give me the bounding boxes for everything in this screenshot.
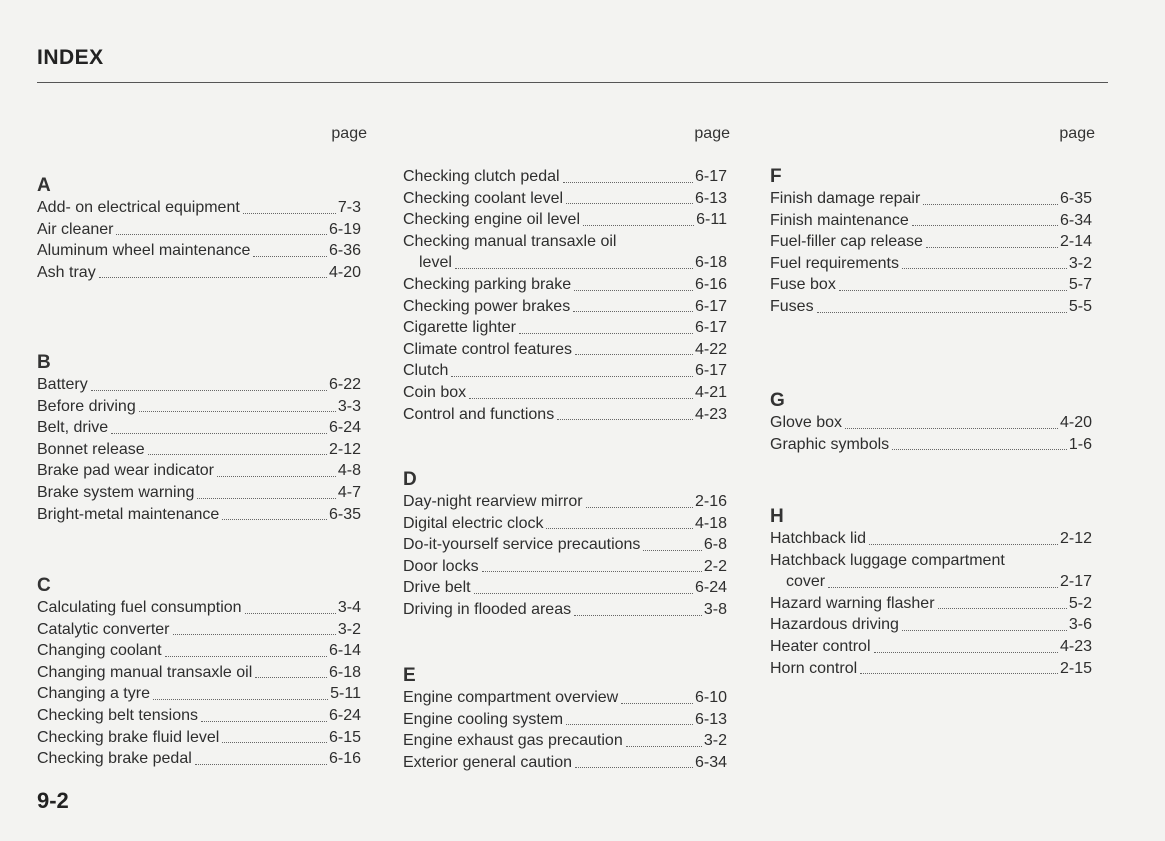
index-entry: [770, 636, 1092, 658]
dot-leader: [839, 290, 1067, 291]
dot-leader: [173, 634, 336, 635]
entry-list: [770, 188, 1092, 318]
dot-leader: [91, 390, 327, 391]
entry-label: Checking parking brake: [403, 275, 572, 293]
entry-page: 4-21: [694, 383, 727, 401]
entry-list: [770, 528, 1092, 679]
entry-label: level: [419, 254, 452, 272]
entry-page: 3-4: [337, 599, 361, 616]
column-2-page-label: page: [694, 125, 730, 142]
entry-label: Graphic symbols: [770, 435, 890, 453]
entry-label: Fuel-filler cap release: [770, 233, 923, 251]
index-entry: [403, 231, 727, 253]
index-entry: [770, 274, 1092, 296]
entry-label: Digital electric clock: [403, 514, 544, 532]
dot-leader: [482, 571, 702, 572]
dot-leader: [563, 182, 693, 183]
entry-page: 6-8: [703, 536, 727, 554]
dot-leader: [201, 721, 327, 722]
index-entry: [37, 417, 361, 439]
dot-leader: [643, 550, 701, 551]
dot-leader: [253, 256, 327, 257]
dot-leader: [243, 213, 336, 214]
entry-label: Belt, drive: [37, 419, 109, 437]
section-g: [770, 390, 1092, 455]
dot-leader: [902, 630, 1067, 631]
dot-leader: [153, 699, 328, 700]
entry-label: Day-night rearview mirror: [403, 493, 583, 510]
entry-page: 4-23: [694, 405, 727, 423]
index-entry: [37, 240, 361, 262]
dot-leader: [519, 333, 693, 334]
section-letter: A: [37, 175, 51, 196]
section-letter: E: [403, 665, 416, 686]
dot-leader: [902, 268, 1067, 269]
entry-label: Fuse box: [770, 276, 836, 294]
entry-label: Changing coolant: [37, 642, 162, 660]
entry-page: 6-19: [328, 220, 361, 238]
entry-list: [403, 166, 727, 425]
index-entry: [403, 599, 727, 621]
section-letter: D: [403, 469, 417, 490]
entry-page: 6-17: [694, 297, 727, 315]
index-entry: [770, 296, 1092, 318]
entry-page: 3-2: [703, 732, 727, 750]
entry-page: 5-11: [330, 685, 361, 703]
index-entry: [403, 556, 727, 578]
dot-leader: [195, 764, 327, 765]
entry-page: 6-13: [694, 710, 727, 728]
entry-list: [403, 491, 727, 621]
entry-page: 6-14: [328, 642, 361, 660]
entry-label: Air cleaner: [37, 220, 114, 238]
section-f: [770, 166, 1092, 318]
index-entry: [403, 339, 727, 361]
section-letter: C: [37, 575, 51, 596]
index-entry: [37, 460, 361, 482]
index-entry: [770, 188, 1092, 210]
entry-label: Calculating fuel consumption: [37, 599, 242, 616]
dot-leader: [139, 411, 336, 412]
index-entry: [403, 730, 727, 752]
entry-label: Aluminum wheel maintenance: [37, 242, 251, 260]
index-entry: [403, 491, 727, 513]
index-entry: [403, 209, 727, 231]
entry-label: Engine compartment overview: [403, 689, 619, 706]
entry-page: 6-24: [328, 419, 361, 437]
section-letter: G: [770, 390, 785, 411]
dot-leader: [574, 615, 702, 616]
dot-leader: [621, 703, 693, 704]
index-entry: [403, 577, 727, 599]
dot-leader: [926, 247, 1058, 248]
index-entry: [403, 296, 727, 318]
entry-page: 5-7: [1068, 276, 1092, 294]
dot-leader: [148, 454, 327, 455]
index-entry: [770, 231, 1092, 253]
entry-page: 2-2: [703, 557, 727, 575]
section-a: [37, 175, 361, 283]
index-entry: [403, 382, 727, 404]
entry-label: Hazardous driving: [770, 616, 899, 634]
index-entry: [37, 705, 361, 727]
index-entry: [37, 262, 361, 284]
dot-leader: [869, 544, 1058, 545]
index-entry: [37, 597, 361, 619]
dot-leader: [217, 476, 336, 477]
dot-leader: [255, 677, 327, 678]
index-entry: [403, 752, 727, 774]
dot-leader: [546, 528, 692, 529]
entry-label: Checking clutch pedal: [403, 168, 560, 185]
entry-page: 5-5: [1068, 297, 1092, 315]
entry-label: Horn control: [770, 659, 858, 677]
entry-page: 6-18: [694, 254, 727, 272]
entry-page: 2-14: [1059, 233, 1092, 251]
dot-leader: [566, 724, 693, 725]
index-entry: [770, 550, 1092, 572]
entry-page: 3-3: [337, 397, 361, 415]
index-entry: [37, 197, 361, 219]
entry-page: 4-22: [694, 340, 727, 358]
entry-label: Cigarette lighter: [403, 319, 516, 337]
entry-label: cover: [786, 573, 826, 591]
entry-label: Before driving: [37, 397, 136, 415]
dot-leader: [455, 268, 693, 269]
section-letter: F: [770, 166, 782, 187]
entry-page: 6-15: [328, 728, 361, 746]
entry-label: Drive belt: [403, 579, 471, 597]
entry-page: 6-34: [1059, 211, 1092, 229]
entry-page: 6-16: [328, 750, 361, 768]
index-entry: [770, 658, 1092, 680]
entry-page: 3-2: [1068, 254, 1092, 272]
entry-label: Checking engine oil level: [403, 211, 580, 229]
entry-page: 2-17: [1059, 573, 1092, 591]
index-entry: [770, 614, 1092, 636]
index-entry: [37, 482, 361, 504]
page-number: 9-2: [37, 788, 69, 813]
entry-label: Checking belt tensions: [37, 706, 198, 724]
index-entry: [403, 274, 727, 296]
dot-leader: [116, 234, 326, 235]
entry-label: Checking coolant level: [403, 189, 564, 207]
dot-leader: [923, 204, 1058, 205]
index-entry: [37, 727, 361, 749]
dot-leader: [860, 673, 1058, 674]
entry-label: Glove box: [770, 414, 843, 431]
index-entry: [37, 619, 361, 641]
entry-page: 6-10: [694, 689, 727, 706]
entry-page: 6-24: [694, 579, 727, 597]
entry-page: 2-12: [1059, 530, 1092, 547]
entry-page: 7-3: [337, 199, 361, 216]
entry-label: Checking power brakes: [403, 297, 571, 315]
entry-label: Checking brake fluid level: [37, 728, 220, 746]
dot-leader: [817, 312, 1067, 313]
section-letter: B: [37, 352, 51, 373]
entry-label: Brake pad wear indicator: [37, 462, 214, 480]
entry-label: Coin box: [403, 383, 467, 401]
index-entry: [403, 360, 727, 382]
column-1-page-label: page: [331, 125, 367, 142]
index-entry: [37, 439, 361, 461]
entry-page: 4-20: [328, 263, 361, 281]
index-entry: [770, 528, 1092, 550]
entry-label: Do-it-yourself service precautions: [403, 536, 641, 554]
entry-list: [37, 374, 361, 525]
entry-page: 6-17: [694, 168, 727, 185]
index-entry: [403, 188, 727, 210]
section-c-continued: [403, 166, 727, 425]
dot-leader: [469, 398, 693, 399]
entry-label: Exterior general caution: [403, 753, 572, 771]
dot-leader: [111, 433, 327, 434]
index-entry: [403, 687, 727, 709]
entry-label: Heater control: [770, 637, 871, 655]
entry-page: 4-20: [1059, 414, 1092, 431]
dot-leader: [912, 225, 1058, 226]
index-entry: [37, 662, 361, 684]
dot-leader: [222, 519, 327, 520]
entry-page: 6-13: [694, 189, 727, 207]
index-entry: [770, 434, 1092, 456]
index-entry: [37, 640, 361, 662]
entry-page: 6-16: [694, 275, 727, 293]
index-entry: [403, 709, 727, 731]
index-entry: [37, 219, 361, 241]
dot-leader: [845, 428, 1058, 429]
entry-label: Hatchback lid: [770, 530, 867, 547]
dot-leader: [574, 290, 693, 291]
section-letter: H: [770, 506, 784, 527]
entry-label: Hatchback luggage compartment: [770, 551, 1005, 569]
entry-label: Bonnet release: [37, 440, 145, 458]
dot-leader: [222, 742, 327, 743]
index-entry: [770, 253, 1092, 275]
entry-label: Battery: [37, 376, 88, 393]
index-entry: [770, 593, 1092, 615]
entry-label: Catalytic converter: [37, 620, 170, 638]
entry-label: Fuel requirements: [770, 254, 899, 272]
dot-leader: [938, 608, 1067, 609]
entry-label: Driving in flooded areas: [403, 600, 572, 618]
entry-label: Hazard warning flasher: [770, 594, 935, 612]
entry-label: Add- on electrical equipment: [37, 199, 240, 216]
dot-leader: [828, 587, 1058, 588]
index-entry: [403, 252, 727, 274]
entry-page: 6-17: [694, 362, 727, 380]
entry-page: 6-36: [328, 242, 361, 260]
dot-leader: [474, 593, 693, 594]
section-h: [770, 506, 1092, 679]
entry-list: [403, 687, 727, 773]
dot-leader: [557, 419, 693, 420]
entry-label: Door locks: [403, 557, 479, 575]
entry-label: Engine exhaust gas precaution: [403, 732, 623, 750]
entry-page: 6-11: [696, 211, 727, 229]
dot-leader: [583, 225, 694, 226]
entry-label: Checking brake pedal: [37, 750, 192, 768]
entry-page: 4-23: [1059, 637, 1092, 655]
entry-page: 4-18: [694, 514, 727, 532]
entry-page: 6-35: [1059, 190, 1092, 207]
index-entry: [403, 404, 727, 426]
entry-label: Climate control features: [403, 340, 572, 358]
index-entry: [770, 210, 1092, 232]
entry-label: Changing a tyre: [37, 685, 150, 703]
entry-page: 2-16: [694, 493, 727, 510]
entry-label: Bright-metal maintenance: [37, 505, 220, 523]
dot-leader: [575, 767, 693, 768]
header-rule: [37, 82, 1108, 83]
dot-leader: [566, 203, 693, 204]
column-3-page-label: page: [1059, 125, 1095, 142]
entry-list: [770, 412, 1092, 455]
entry-page: 1-6: [1068, 435, 1092, 453]
entry-page: 3-6: [1068, 616, 1092, 634]
entry-page: 6-24: [328, 706, 361, 724]
entry-label: Changing manual transaxle oil: [37, 663, 253, 681]
index-entry: [37, 396, 361, 418]
entry-page: 4-8: [337, 462, 361, 480]
entry-label: Checking manual transaxle oil: [403, 232, 617, 250]
dot-leader: [573, 311, 693, 312]
section-e: [403, 665, 727, 773]
dot-leader: [99, 277, 327, 278]
index-entry: [403, 166, 727, 188]
section-c: [37, 575, 361, 770]
index-entry: [403, 534, 727, 556]
index-entry: [770, 412, 1092, 434]
entry-label: Engine cooling system: [403, 710, 564, 728]
index-entry: [403, 513, 727, 535]
index-entry: [770, 571, 1092, 593]
entry-label: Control and functions: [403, 405, 555, 423]
entry-page: 2-15: [1059, 659, 1092, 677]
entry-page: 3-2: [337, 620, 361, 638]
dot-leader: [586, 507, 693, 508]
entry-page: 3-8: [703, 600, 727, 618]
dot-leader: [451, 376, 693, 377]
entry-label: Ash tray: [37, 263, 96, 281]
index-entry: [403, 317, 727, 339]
dot-leader: [874, 652, 1058, 653]
entry-page: 2-12: [328, 440, 361, 458]
section-d: [403, 469, 727, 621]
entry-page: 6-17: [694, 319, 727, 337]
entry-page: 6-35: [328, 505, 361, 523]
entry-list: [37, 197, 361, 283]
section-b: [37, 352, 361, 525]
index-entry: [37, 683, 361, 705]
entry-label: Finish damage repair: [770, 190, 921, 207]
page-title: INDEX: [37, 46, 104, 69]
entry-page: 6-34: [694, 753, 727, 771]
entry-label: Finish maintenance: [770, 211, 909, 229]
dot-leader: [626, 746, 702, 747]
entry-list: [37, 597, 361, 770]
dot-leader: [197, 498, 335, 499]
entry-page: 4-7: [337, 483, 361, 501]
entry-label: Fuses: [770, 297, 814, 315]
dot-leader: [245, 613, 336, 614]
entry-page: 5-2: [1068, 594, 1092, 612]
entry-label: Clutch: [403, 362, 449, 380]
dot-leader: [165, 656, 327, 657]
index-entry: [37, 748, 361, 770]
dot-leader: [575, 354, 693, 355]
entry-page: 6-18: [328, 663, 361, 681]
entry-label: Brake system warning: [37, 483, 195, 501]
index-entry: [37, 374, 361, 396]
entry-page: 6-22: [328, 376, 361, 393]
index-entry: [37, 504, 361, 526]
dot-leader: [892, 449, 1067, 450]
